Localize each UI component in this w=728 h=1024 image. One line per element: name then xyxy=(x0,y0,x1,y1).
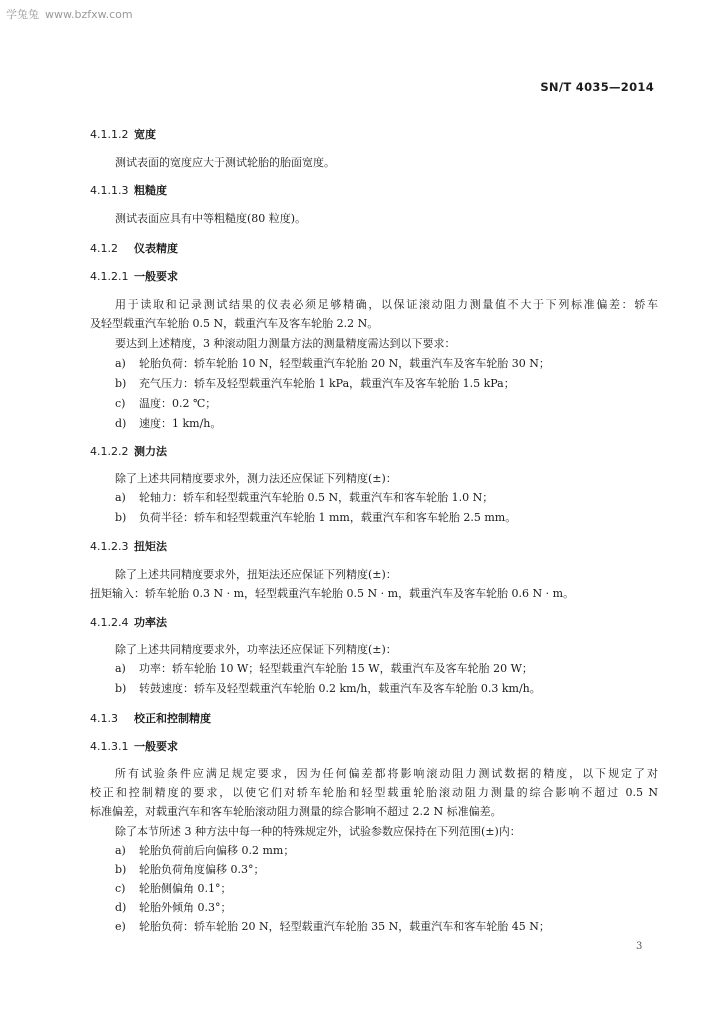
list-text: 轮轴力：轿车和轻型载重汽车轮胎 0.5 N，载重汽车和客车轮胎 1.0 N； xyxy=(139,491,494,504)
section-heading-4-1-3 xyxy=(90,710,211,726)
paragraph: 除了上述共同精度要求外，测力法还应保证下列精度(±)： xyxy=(115,472,397,485)
paragraph: 要达到上述精度，3 种滚动阻力测量方法的测量精度需达到以下要求： xyxy=(115,337,456,350)
watermark xyxy=(6,6,133,22)
paragraph-line: 及轻型载重汽车轮胎 0.5 N，载重汽车及客车轮胎 2.2 N。 xyxy=(90,317,379,330)
paragraph: 除了本节所述 3 种方法中每一种的特殊规定外，试验参数应保持在下列范围(±)内： xyxy=(115,825,521,838)
list-label: a) xyxy=(115,662,126,675)
section-title: 粗糙度 xyxy=(134,184,167,197)
paragraph: 测试表面应具有中等粗糙度(80 粒度)。 xyxy=(115,212,307,225)
list-text: 负荷半径：轿车和轻型载重汽车轮胎 1 mm，载重汽车和客车轮胎 2.5 mm。 xyxy=(139,511,517,524)
section-title: 仪表精度 xyxy=(134,242,178,255)
list-text: 轮胎外倾角 0.3°； xyxy=(139,901,232,914)
section-title: 扭矩法 xyxy=(134,540,167,553)
section-heading-4-1-2-3 xyxy=(90,538,167,554)
list-label: b) xyxy=(115,863,127,876)
list-label: a) xyxy=(115,491,126,504)
list-item xyxy=(115,660,533,676)
list-item xyxy=(115,680,541,696)
section-title: 功率法 xyxy=(134,616,167,629)
section-number: 4.1.3 xyxy=(90,712,118,725)
list-text: 轮胎侧偏角 0.1°； xyxy=(139,882,232,895)
list-label: b) xyxy=(115,682,127,695)
section-heading-4-1-1-3 xyxy=(90,182,167,198)
paragraph: 除了上述共同精度要求外，功率法还应保证下列精度(±)： xyxy=(115,643,397,656)
paragraph: 除了上述共同精度要求外，扭矩法还应保证下列精度(±)： xyxy=(115,568,397,581)
section-heading-4-1-2 xyxy=(90,240,178,256)
list-item xyxy=(115,861,265,877)
section-heading-4-1-2-4 xyxy=(90,614,167,630)
list-text: 轮胎负荷前后向偏移 0.2 mm； xyxy=(139,844,295,857)
list-label: d) xyxy=(115,417,127,430)
list-text: 功率：轿车轮胎 10 W；轻型载重汽车轮胎 15 W，载重汽车及客车轮胎 20 W； xyxy=(139,662,533,675)
paragraph: 测试表面的宽度应大于测试轮胎的胎面宽度。 xyxy=(115,156,335,169)
list-text: 温度：0.2 ℃； xyxy=(139,397,217,410)
list-item xyxy=(115,880,232,896)
section-number: 4.1.3.1 xyxy=(90,740,129,753)
section-number: 4.1.1.2 xyxy=(90,128,129,141)
section-heading-4-1-2-1 xyxy=(90,268,178,284)
page-number: 3 xyxy=(636,941,643,952)
list-item xyxy=(115,355,550,371)
section-number: 4.1.2.2 xyxy=(90,445,129,458)
watermark-site: 学兔兔 xyxy=(6,8,39,21)
section-heading-4-1-1-2 xyxy=(90,126,156,142)
list-item xyxy=(115,489,493,505)
list-label: b) xyxy=(115,377,127,390)
list-text: 轮胎负荷：轿车轮胎 10 N，轻型载重汽车轮胎 20 N，载重汽车及客车轮胎 30 N； xyxy=(139,357,550,370)
section-title: 一般要求 xyxy=(134,270,178,283)
list-label: e) xyxy=(115,920,126,933)
list-label: c) xyxy=(115,397,126,410)
list-label: c) xyxy=(115,882,126,895)
section-title: 校正和控制精度 xyxy=(134,712,211,725)
section-title: 测力法 xyxy=(134,445,167,458)
list-item xyxy=(115,375,515,391)
paragraph-line: 校正和控制精度的要求，以使它们对轿车轮胎和轻型载重轮胎滚动阻力测量的综合影响不超过 0.5 N xyxy=(90,786,658,799)
watermark-url: www.bzfxw.com xyxy=(45,8,133,21)
list-item xyxy=(115,899,232,915)
section-title: 宽度 xyxy=(134,128,156,141)
list-label: a) xyxy=(115,844,126,857)
section-number: 4.1.1.3 xyxy=(90,184,129,197)
standard-number-header: SN/T 4035—2014 xyxy=(540,80,654,94)
paragraph: 扭矩输入：轿车轮胎 0.3 N · m，轻型载重汽车轮胎 0.5 N · m，载重汽车及客车轮胎 0.6 N · m。 xyxy=(90,587,575,600)
section-number: 4.1.2.3 xyxy=(90,540,129,553)
list-item xyxy=(115,415,221,431)
section-heading-4-1-3-1 xyxy=(90,738,178,754)
section-number: 4.1.2 xyxy=(90,242,118,255)
list-item xyxy=(115,918,550,934)
paragraph-line: 标准偏差，对载重汽车和客车轮胎滚动阻力测量的综合影响不超过 2.2 N 标准偏差。 xyxy=(90,805,502,818)
list-item xyxy=(115,509,516,525)
list-text: 充气压力：轿车及轻型载重汽车轮胎 1 kPa，载重汽车及客车轮胎 1.5 kPa； xyxy=(139,377,515,390)
list-text: 速度：1 km/h。 xyxy=(139,417,222,430)
paragraph-line: 用于读取和记录测试结果的仪表必须足够精确，以保证滚动阻力测量值不大于下列标准偏差：轿车 xyxy=(115,298,658,311)
list-label: a) xyxy=(115,357,126,370)
list-item xyxy=(115,395,216,411)
paragraph-line: 所有试验条件应满足规定要求，因为任何偏差都将影响滚动阻力测试数据的精度，以下规定了对 xyxy=(115,767,658,780)
section-number: 4.1.2.1 xyxy=(90,270,129,283)
list-item xyxy=(115,842,294,858)
list-label: d) xyxy=(115,901,127,914)
section-heading-4-1-2-2 xyxy=(90,443,167,459)
section-number: 4.1.2.4 xyxy=(90,616,129,629)
list-text: 轮胎负荷角度偏移 0.3°； xyxy=(139,863,265,876)
list-text: 轮胎负荷：轿车轮胎 20 N，轻型载重汽车轮胎 35 N，载重汽车和客车轮胎 45 N； xyxy=(139,920,550,933)
section-title: 一般要求 xyxy=(134,740,178,753)
list-label: b) xyxy=(115,511,127,524)
list-text: 转鼓速度：轿车及轻型载重汽车轮胎 0.2 km/h，载重汽车及客车轮胎 0.3 km/h。 xyxy=(139,682,541,695)
